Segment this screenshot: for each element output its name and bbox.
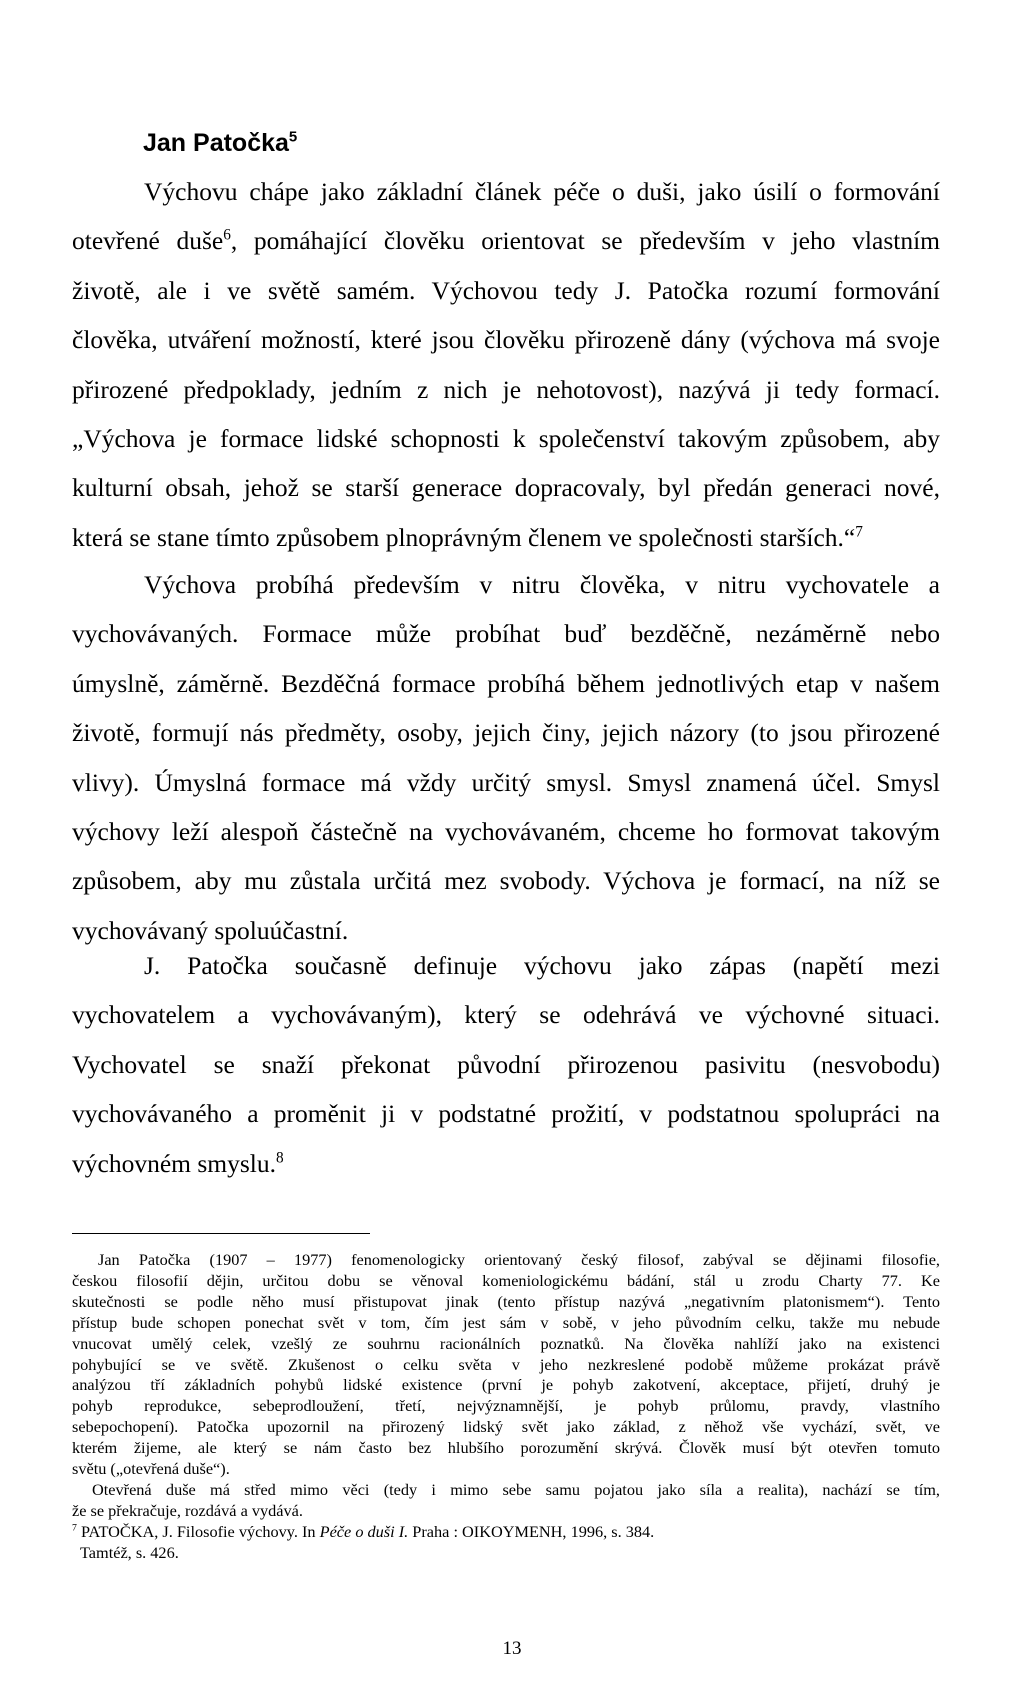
paragraph-2 xyxy=(72,560,940,955)
footnote-5-line: skutečnosti se podle něho musí přistupovat jinak (tento přístup nazývá „negativním platonismem“). Tento xyxy=(72,1291,940,1311)
text-line: vychovávaných. Formace může probíhat buď bezděčně, nezáměrně nebo xyxy=(72,619,940,649)
text-line: přirozené předpoklady, jedním z nich je nehotovost), nazývá ji tedy formací. xyxy=(72,374,940,404)
text-line: Výchovu chápe jako základní článek péče o duši, jako úsilí o formování xyxy=(144,177,940,206)
text-line: výchovy leží alespoň částečně na vychovávaném, chceme ho formovat takovým xyxy=(72,817,940,847)
footnote-5-line: vnucovat umělý celek, vzešlý ze souhrnu racionálních poznatků. Na člověka nahlíží jako na existenci xyxy=(72,1333,940,1353)
text-line: životě, formují nás předměty, osoby, jejich činy, jejich názory (to jsou přirozené xyxy=(72,718,940,748)
heading-text: Jan Patočka xyxy=(143,129,289,157)
footnote-ref-7: 7 xyxy=(855,523,863,541)
text-line: otevřené duše$^6$, pomáhající člověku orientovat se především v jeho vlastním xyxy=(72,226,940,256)
footnote-ref-5: 5 xyxy=(288,128,298,146)
page-number: 13 xyxy=(502,1638,522,1659)
footnotes xyxy=(72,1250,940,1564)
text-line: úmyslně, záměrně. Bezděčná formace probíhá během jednotlivých etap v našem xyxy=(72,668,940,698)
footnote-5-line: přístup bude schopen ponechat svět v tom, čím jest sám v sobě, v jeho původním celku, takže mu nebude xyxy=(72,1312,940,1332)
footnote-ref-8: 8 xyxy=(276,1149,284,1167)
text-line: výchovném smyslu.$^8$ xyxy=(72,1148,284,1178)
footnote-5-line: analýzou tří základních pohybů lidské existence (první je pohyb zakotvení, akceptace, přijetí, druhý je xyxy=(72,1375,940,1395)
text-line: životě, ale i ve světě samém. Výchovou tedy J. Patočka rozumí formování xyxy=(72,275,940,305)
footnote-8: Tamtéž, s. 426. xyxy=(80,1542,179,1562)
footnote-5-line: Jan Patočka (1907 – 1977) fenomenologicky orientovaný český filosof, zabýval se dějinami filosofie, xyxy=(98,1250,940,1269)
footnote-6-line: že se překračuje, rozdává a vydává. xyxy=(72,1500,303,1520)
text-line: vychovatelem a vychovávaným), který se odehrává ve výchovné situaci. xyxy=(72,1000,940,1030)
footnote-ref-6: 6 xyxy=(223,226,231,244)
text-line: „Výchova je formace lidské schopnosti k společenství takovým způsobem, aby xyxy=(72,424,940,454)
footnote-6-line: Otevřená duše má střed mimo věci (tedy i mimo sebe samu pojatou jako síla a realita), nachází se tím, xyxy=(92,1479,940,1499)
section-heading xyxy=(143,128,297,158)
text-line: J. Patočka současně definuje výchovu jako zápas (napětí mezi xyxy=(144,951,940,980)
text-line: Vychovatel se snaží překonat původní přirozenou pasivitu (nesvobodu) xyxy=(72,1049,940,1079)
footnote-5-line: českou filosofií dějin, určitou dobu se věnoval komeniologickému bádání, stál u zrodu Charty 77. Ke xyxy=(72,1270,940,1290)
text-line: kulturní obsah, jehož se starší generace dopracovaly, byl předán generaci nové, xyxy=(72,473,940,503)
text-line: člověka, utváření možností, které jsou člověku přirozeně dány (výchova má svoje xyxy=(72,325,940,355)
footnote-5-line: světu („otevřená duše“). xyxy=(72,1459,230,1479)
footnote-7: $^7$ PATOČKA, J. Filosofie výchovy. In Péče o duši I. Praha : OIKOYMENH, 1996, s. 384. xyxy=(72,1521,655,1541)
footnote-5-line: pohyb reprodukce, sebeprodloužení, třetí, nejvýznamnější, je pohyb průlomu, pravdy, vlastního xyxy=(72,1396,940,1416)
text-line: vychovávaný spoluúčastní. xyxy=(72,915,349,945)
text-line: vlivy). Úmyslná formace má vždy určitý smysl. Smysl znamená účel. Smysl xyxy=(72,767,940,797)
text-line: Výchova probíhá především v nitru člověka, v nitru vychovatele a xyxy=(144,570,940,599)
footnote-7-marker: 7 xyxy=(72,1522,77,1534)
paragraph-1 xyxy=(72,167,940,562)
text-line: vychovávaného a proměnit ji v podstatné prožití, v podstatnou spolupráci na xyxy=(72,1099,940,1129)
footnote-5-line: kterém žijeme, ale který se nám často bez hlubšího porozumění skrývá. Člověk musí být otevřen tomuto xyxy=(72,1438,940,1458)
footnote-7-title: Péče o duši I. xyxy=(319,1521,409,1541)
footnote-separator xyxy=(72,1233,370,1234)
paragraph-3 xyxy=(72,941,940,1188)
text-line: která se stane tímto způsobem plnoprávným členem ve společnosti starších.“$^7$ xyxy=(72,522,863,552)
text-line: způsobem, aby mu zůstala určitá mez svobody. Výchova je formací, na níž se xyxy=(72,866,940,896)
footnote-5-line: sebepochopení). Patočka upozornil na přirozený lidský svět jako základ, z něhož vše vychází, svět, ve xyxy=(72,1417,940,1437)
footnote-5-line: pohybující se ve světě. Zkušenost o celku světa v jeho nezkreslené podobě můžeme prokázat právě xyxy=(72,1354,940,1374)
